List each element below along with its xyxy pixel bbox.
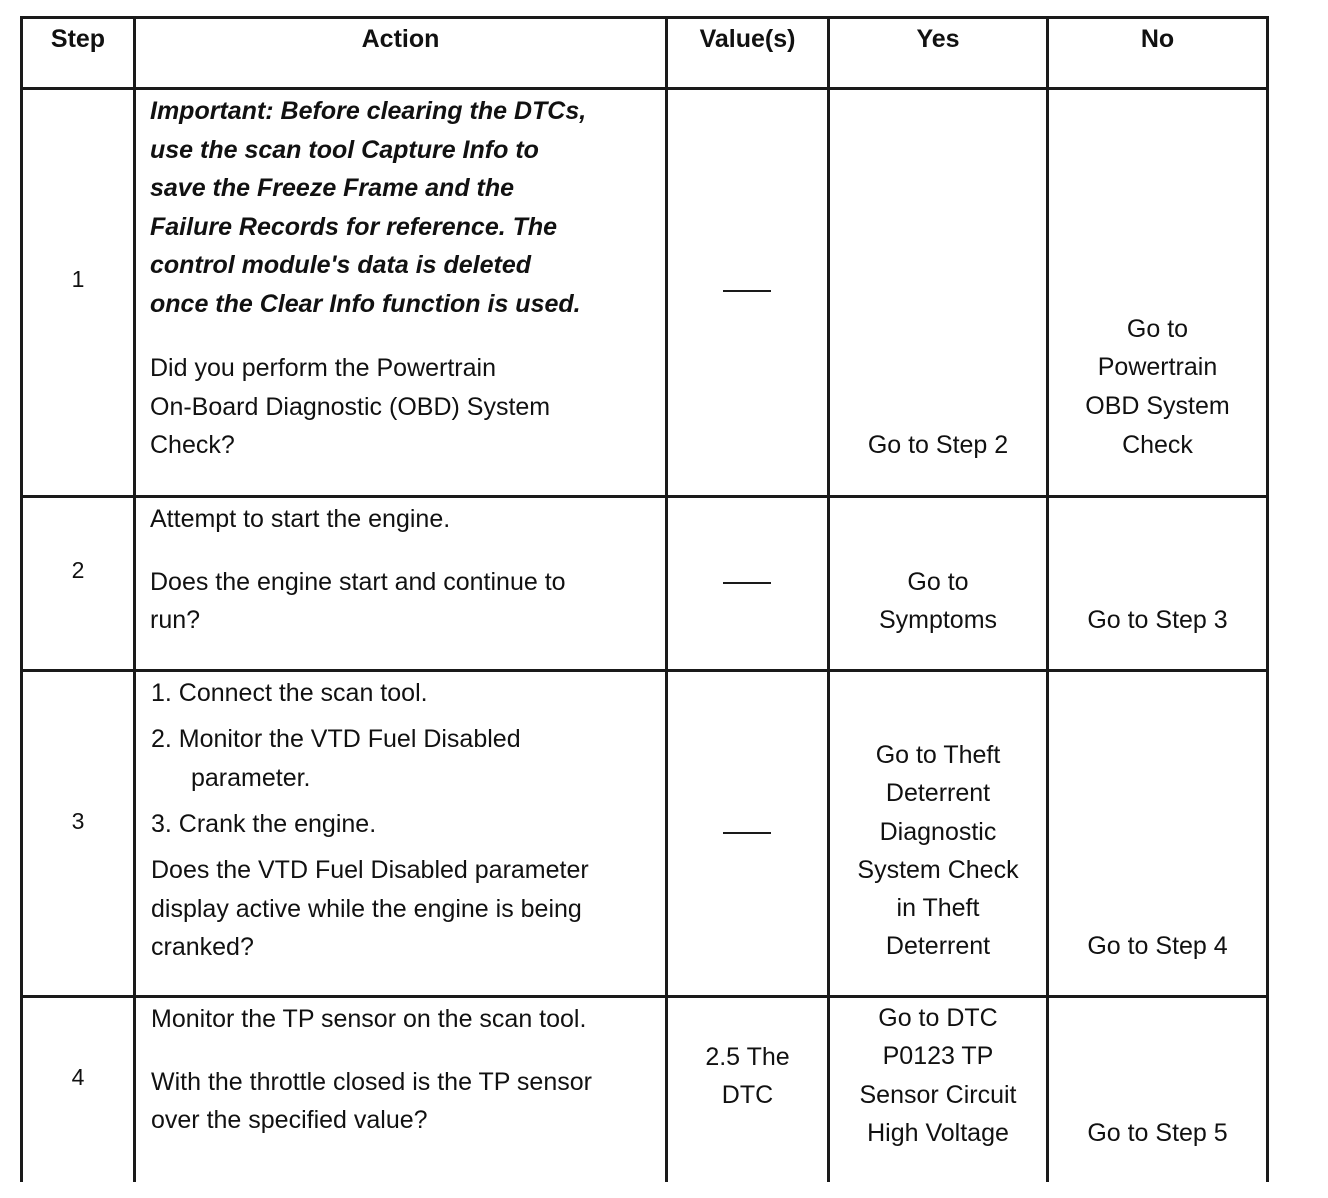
question-line: With the throttle closed is the TP sensor — [151, 1068, 592, 1096]
question-line: Does the VTD Fuel Disabled parameter — [151, 856, 589, 884]
note-line: Failure Records for reference. The — [150, 213, 558, 241]
header-yes: Yes — [916, 25, 960, 53]
action-item: 1. Connect the scan tool. — [151, 679, 428, 707]
header-action: Action — [361, 25, 440, 53]
value-line: DTC — [721, 1081, 774, 1109]
no-line: Go to — [1126, 315, 1189, 343]
header-values: Value(s) — [699, 25, 796, 53]
note-line: save the Freeze Frame and the — [150, 174, 515, 202]
question-line: run? — [150, 606, 201, 634]
yes-line: Go to Theft — [875, 741, 1001, 769]
question-line: display active while the engine is being — [151, 895, 582, 923]
question-line: over the specified value? — [151, 1106, 428, 1134]
table-border-left — [20, 16, 23, 1182]
step-number: 2 — [71, 557, 85, 583]
action-item-continued: parameter. — [191, 764, 311, 792]
yes-line: High Voltage — [867, 1119, 1009, 1147]
step-number: 4 — [71, 1064, 85, 1090]
empty-value-dash — [723, 290, 771, 292]
step-number: 1 — [71, 266, 85, 292]
row-divider — [20, 87, 1269, 90]
header-no: No — [1140, 25, 1175, 53]
yes-link[interactable]: Go to Step 2 — [867, 431, 1009, 459]
yes-line: Go to — [907, 568, 969, 596]
no-link[interactable]: Go to Step 3 — [1087, 606, 1228, 634]
yes-line: Go to DTC — [878, 1004, 998, 1032]
question-line: Check? — [150, 431, 235, 459]
yes-line: P0123 TP — [882, 1042, 994, 1070]
yes-line: System Check — [857, 856, 1019, 884]
empty-value-dash — [723, 832, 771, 834]
action-item: 3. Crank the engine. — [151, 810, 377, 838]
table-border-right — [1266, 16, 1269, 1182]
action-item: 2. Monitor the VTD Fuel Disabled — [151, 725, 521, 753]
question-line: cranked? — [151, 933, 254, 961]
yes-line: in Theft — [896, 894, 980, 922]
question-line: Did you perform the Powertrain — [150, 354, 496, 382]
yes-line: Deterrent — [885, 932, 991, 960]
action-line: Monitor the TP sensor on the scan tool. — [151, 1005, 587, 1033]
no-link[interactable]: Go to Step 4 — [1087, 932, 1228, 960]
note-line: control module's data is deleted — [150, 251, 532, 279]
column-divider — [665, 16, 668, 1182]
header-step: Step — [50, 25, 106, 53]
row-divider — [20, 669, 1269, 672]
value-line: 2.5 The — [705, 1043, 790, 1071]
column-divider — [1046, 16, 1049, 1182]
note-line: use the scan tool Capture Info to — [150, 136, 539, 164]
yes-line: Deterrent — [885, 779, 991, 807]
row-divider — [20, 995, 1269, 998]
no-line: Check — [1122, 431, 1193, 459]
table-border-top — [20, 16, 1269, 19]
yes-line: Symptoms — [878, 606, 998, 634]
step-number: 3 — [71, 808, 85, 834]
action-line: Attempt to start the engine. — [150, 505, 451, 533]
question-line: Does the engine start and continue to — [150, 568, 566, 596]
question-line: On-Board Diagnostic (OBD) System — [150, 393, 551, 421]
no-link[interactable]: Go to Step 5 — [1087, 1119, 1228, 1147]
no-line: OBD System — [1085, 392, 1230, 420]
note-line: once the Clear Info function is used. — [150, 290, 581, 318]
row-divider — [20, 495, 1269, 498]
yes-line: Diagnostic — [879, 818, 997, 846]
column-divider — [133, 16, 136, 1182]
note-line: Important: Before clearing the DTCs, — [150, 97, 587, 125]
empty-value-dash — [723, 582, 771, 584]
no-line: Powertrain — [1097, 353, 1218, 381]
yes-line: Sensor Circuit — [859, 1081, 1017, 1109]
